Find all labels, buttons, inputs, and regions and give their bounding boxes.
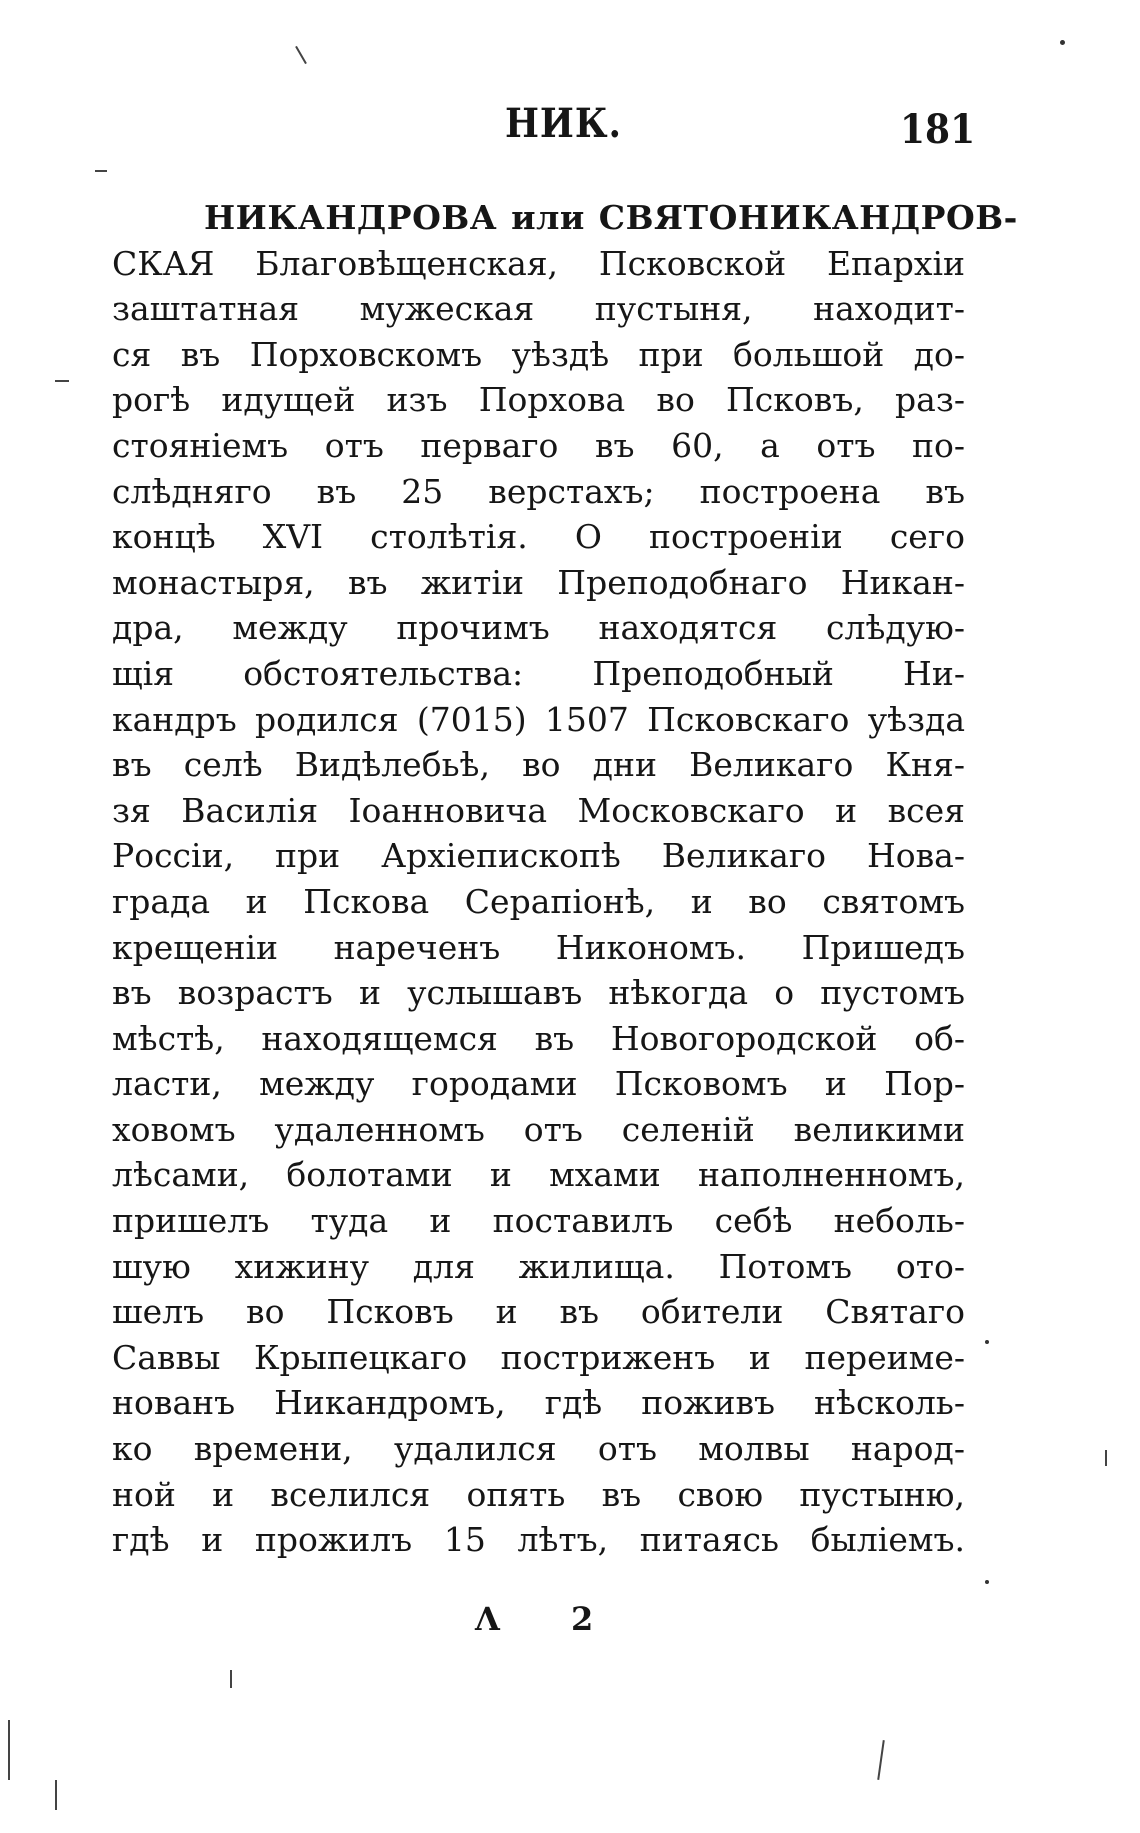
scan-speck <box>985 1340 989 1344</box>
text-line: мѣстѣ, находящемся въ Новогородской об- <box>112 1018 965 1058</box>
text-line: ной и вселился опять въ свою пустыню, <box>112 1474 965 1514</box>
scan-speck <box>55 380 69 382</box>
text-line: лѣсами, болотами и мхами наполненномъ, <box>112 1155 965 1195</box>
text-line: въ возрастъ и услышавъ нѣкогда о пустомъ <box>112 973 965 1013</box>
text-line: шелъ во Псковъ и въ обители Святаго <box>112 1292 965 1332</box>
text-line: крещеніи нареченъ Никономъ. Пришедъ <box>112 927 965 967</box>
text-line: СКАЯ Благовѣщенская, Псковской Епархіи <box>112 243 965 283</box>
text-line: кандръ родился (7015) 1507 Псковскаго уѣзда <box>112 699 965 739</box>
text-line: ко времени, удалился отъ молвы народ- <box>112 1429 965 1469</box>
text-line: гдѣ и прожилъ 15 лѣтъ, питаясь быліемъ. <box>112 1520 965 1560</box>
text-line: дра, между прочимъ находятся слѣдую- <box>112 608 965 648</box>
text-line: монастыря, въ житіи Преподобнаго Никан- <box>112 562 965 602</box>
text-line: рогѣ идущей изъ Порхова во Псковъ, раз- <box>112 380 965 420</box>
entry-text <box>112 195 1018 1563</box>
running-head-title: НИК. <box>505 100 622 147</box>
scan-speck <box>1105 1450 1107 1466</box>
text-line: ласти, между городами Псковомъ и Пор- <box>112 1064 965 1104</box>
text-line: Саввы Крыпецкаго постриженъ и переиме- <box>112 1337 965 1377</box>
text-line: ся въ Порховскомъ уѣздѣ при большой до- <box>112 334 965 374</box>
scan-speck <box>55 1780 57 1810</box>
text-line: НИКАНДРОВА или СВЯТОНИКАНДРОВ- <box>204 198 1018 237</box>
scan-speck <box>877 1740 885 1780</box>
text-line: зя Василія Іоанновича Московскаго и всея <box>112 790 965 830</box>
scan-speck <box>95 170 107 172</box>
scan-speck <box>230 1670 232 1688</box>
scan-speck <box>295 46 307 64</box>
text-line: ховомъ удаленномъ отъ селеній великими <box>112 1109 965 1149</box>
text-line: концѣ XVI столѣтія. О построеніи сего <box>112 517 965 557</box>
scan-speck <box>985 1580 989 1584</box>
text-line: слѣдняго въ 25 верстахъ; построена въ <box>112 471 965 511</box>
text-line: заштатная мужеская пустыня, находит- <box>112 289 965 329</box>
text-line: шую хижину для жилища. Потомъ отo- <box>112 1246 965 1286</box>
text-line: стояніемъ отъ перваго въ 60, а отъ по- <box>112 425 965 465</box>
page-number: 181 <box>900 106 976 153</box>
text-line: нованъ Никандромъ, гдѣ поживъ нѣсколь- <box>112 1383 965 1423</box>
scan-speck <box>8 1720 10 1780</box>
text-line: въ селѣ Видѣлебьѣ, во дни Великаго Кня- <box>112 745 965 785</box>
running-head <box>0 100 1140 160</box>
text-line: Россіи, при Архіепископѣ Великаго Нова- <box>112 836 965 876</box>
signature-mark: Λ 2 <box>475 1600 624 1638</box>
scan-speck <box>1060 40 1065 45</box>
text-line: града и Пскова Серапіонѣ, и во святомъ <box>112 881 965 921</box>
text-line: щія обстоятельства: Преподобный Ни- <box>112 653 965 693</box>
text-line: пришелъ туда и поставилъ себѣ неболь- <box>112 1201 965 1241</box>
